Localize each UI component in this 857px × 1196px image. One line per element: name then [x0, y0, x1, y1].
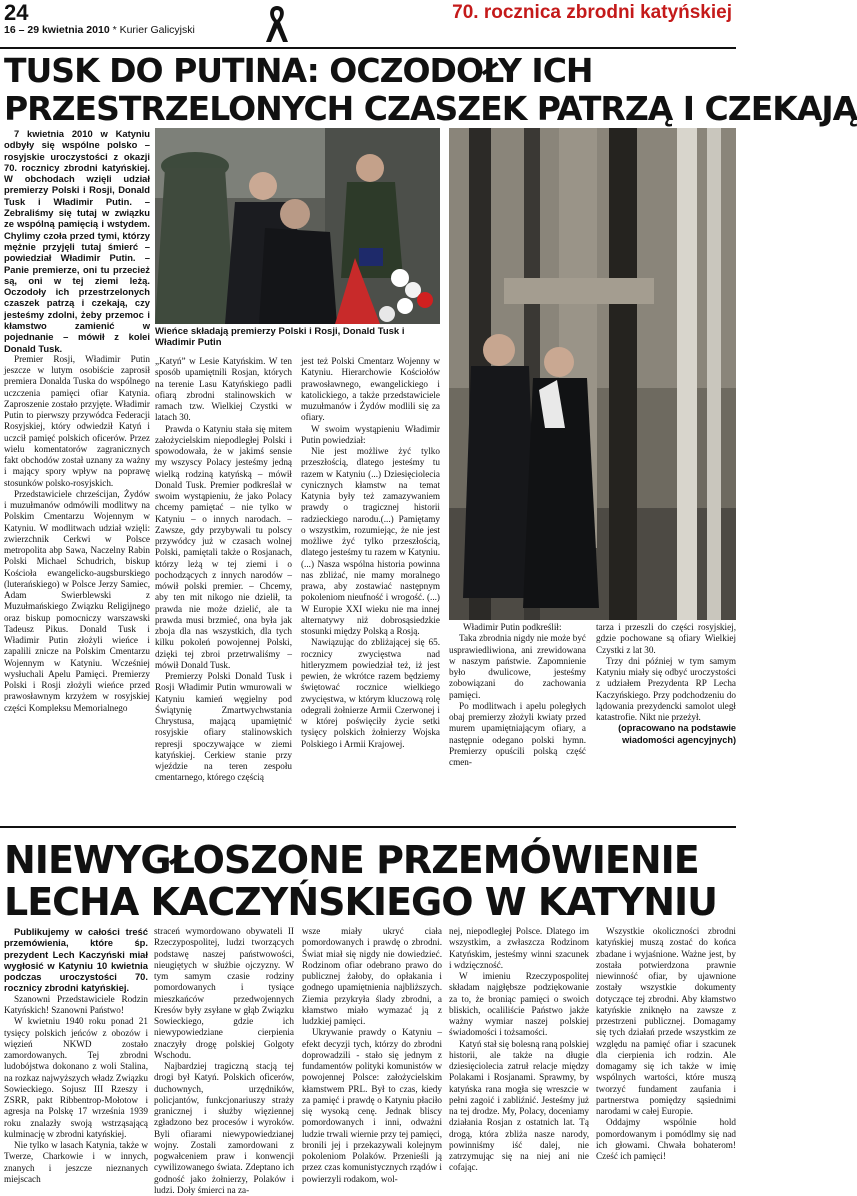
- page-number: 24: [4, 0, 29, 25]
- paragraph: straceń wymordowano obywateli II Rzeczypospolitej, ludzi tworzących podstawę naszej państwowości, nieugiętych w służbie ojczyzny. W tym samym czasie rodziny pomordowanych i tysiące mieszkańców przedwojennych Kresów były zsyłane w głąb Związku Sowieckiego, gdzie ich niewypowiedziane cierpienia znaczyły drogę polskiej Golgoty Wschodu.: [154, 926, 294, 1060]
- paragraph: Wszystkie okoliczności zbrodni katyńskiej muszą zostać do końca zbadane i wyjaśnione. Ważne jest, by została potwierdzona prawnie niewinność ofiar, by ujawnione zostały wszystkie dokumenty dotyczące tej zbrodni. Aby kłamstwo katyńskie zniknęło na zawsze z przestrzeni publicznej. Domagamy się tych działań przede wszystkim ze względu na pamięć ofiar i szacunek dla cierpienia ich rodzin. Ale domagamy się ich także w imię wspólnych wartości, które muszą tworzyć fundament zaufania i partnerstwa pomiędzy sąsiednimi narodami w całej Europie.: [596, 926, 736, 1116]
- paragraph: jest też Polski Cmentarz Wojenny w Katyniu. Hierarchowie Kościołów prawosławnego, ewangelickiego i katolickiego, a także przedstawiciele muzułmanów i Żydów modlili się za ofiary.: [301, 356, 440, 423]
- paragraph: Premierzy Polski Donald Tusk i Rosji Władimir Putin wmurowali w Katyniu kamień węgielny pod Świątynię Zmartwychwstania Chrystusa, mającą upamiętnić rosyjskie ofiary stalinowskich represji spoczywające w ziemi katyńskiej. Cerkiew stanie przy wjeździe na teren zespołu cmentarnego, którego częścią: [155, 671, 292, 783]
- photo-wreath-laying-image: [155, 128, 440, 324]
- page-header: [0, 0, 736, 48]
- paragraph: Oddajmy wspólnie hold pomordowanym i pomódlmy się nad ich głowami. Chwała bohaterom! Cześć ich pamięci!: [596, 1117, 736, 1161]
- paragraph: Najbardziej tragiczną stacją tej drogi był Katyń. Polskich oficerów, duchownych, urzędników, policjantów, funkcjonariuszy straży granicznej i służby więziennej zgładzono bez procesów i wyroków. Byli ofiarami niewypowiedzianej wojny. Zostali zamordowani z pogwałceniem praw i konwencji cywilizowanego świata. Zdeptano ich godność jako żołnierzy, Polaków i ludzi. Doły śmierci na za-: [154, 1061, 294, 1195]
- paragraph: „Katyń” w Lesie Katyńskim. W ten sposób upamiętnili Rosjan, których na terenie Lasu Katyńskiego padli ofiarą zbrodni stalinowskich w ramach tzw. Wielkiej Czystki w latach 30.: [155, 356, 292, 423]
- article2-headline-line1: NIEWYGŁOSZONE PRZEMÓWIENIE: [4, 838, 699, 882]
- paragraph: Prawda o Katyniu stała się mitem założycielskim niepodległej Polski i spowodowała, że w jakimś sensie my wszyscy Polacy jesteśmy jedną wielką rodziną katyńską – mówił Donald Tusk. Premier podkreślał w swoim wystąpieniu, że jako Polacy chcemy pamiętać – nie tylko w Katyniu – o innych narodach. – Zawsze, gdy przybywali tu polscy przywódcy już w czasach wolnej Polski, pamiętali także o Rosjanach, którzy leżą w tej ziemi i o pochodzących z innych narodów – mówił polski premier. – Chcemy, aby ten mit nikogo nie dzielił, ta prawda nie może dzielić, ale ta prawda musi brzmieć, ona była jak zboja dla nas wszystkich, dla tych kilku pokoleń powojennej Polski, dzięki tej zbroi przetrwaliśmy – mówił Donald Tusk.: [155, 423, 292, 670]
- paragraph: W imieniu Rzeczypospolitej składam najgłębsze podziękowanie za to, że broniąc pamięci o swoich bliskich, ocaliliście Państwo jakże ważny wymiar naszej polskiej świadomości i tożsamości.: [449, 971, 589, 1038]
- paragraph: Nie tylko w lasach Katynia, także w Twerze, Charkowie i w innych, znanych i jeszcze nieznanych miejscach: [4, 1140, 148, 1184]
- article2-headline-line2: LECHA KACZYŃSKIEGO W KATYNIU: [4, 880, 718, 924]
- section-title: 70. rocznica zbrodni katyńskiej: [452, 2, 732, 23]
- article1-headline-line2: PRZESTRZELONYCH CZASZEK PATRZĄ I CZEKAJĄ: [4, 89, 857, 128]
- article1-lead: 7 kwietnia 2010 w Katyniu odbyły się wspólne polsko – rosyjskie uroczystości z okazji 70. rocznicy zbrodni katyńskiej. W obchodach wzięli udział premierzy Polski i Rosji, Donald Tusk i Władimir Putin. – Zebraliśmy się tutaj w związku ze wspólną pamięcią i wstydem. Chylimy czoła przed tymi, którzy mężnie przyjęli tutaj śmierć – powiedział Władimir Putin. – Panie premierze, oni tu przecież są, oni w tej ziemi leżą. Oczodoły ich przestrzelonych czaszek patrzą i czekają, czy jesteśmy zdolni, żeby przemoc i kłamstwo zamienić w pojednanie – mówił z kolei Donald Tusk.: [4, 128, 150, 354]
- article2-column-2: [154, 926, 294, 1195]
- paragraph: nej, niepodległej Polsce. Dlatego im wszystkim, a zwłaszcza Rodzinom Katyńskim, jesteśmy winni szacunek i wdzięczność.: [449, 926, 589, 970]
- paragraph: W kwietniu 1940 roku ponad 21 tysięcy polskich jeńców z obozów i więzień NKWD zostało zamordowanych. Tej zbrodni ludobójstwa dokonano z woli Stalina, na rozkaz najwyższych władz Związku Sowieckiego. Sojusz III Rzeszy i ZSRR, pakt Ribbentrop-Mołotow i agresja na Polskę 17 września 1939 roku znalazły swoją wstrząsającą kulminację w zbrodni katyńskiej.: [4, 1016, 148, 1139]
- article2-column-1: [4, 926, 148, 1184]
- article1-column-3: [301, 356, 440, 820]
- paragraph: Władimir Putin podkreślił:: [463, 622, 562, 632]
- article1-column-4: [449, 622, 586, 820]
- article2-lead: Publikujemy w całości treść przemówienia, które śp. prezydent Lech Kaczyński miał wygłosić w Katyniu 10 kwietnia podczas uroczystości 70. rocznicy zbrodni katyńskiej.: [4, 926, 148, 994]
- article2-column-3: [302, 926, 442, 1184]
- black-ribbon-icon: [264, 4, 290, 44]
- paragraph: Katyń stał się bolesną raną polskiej historii, ale także na długie dziesięciolecia zatruł relacje między Polakami i Rosjanami. Sprawmy, by katyńska rana mogła się wreszcie w pełni zagoić i zabliźnić. Jesteśmy już na tej drodze. My, Polacy, doceniamy działania Rosjan z ostatnich lat. Tą drogą, która zbliża nasze narody, powinniśmy iść dalej, nie zatrzymując się na niej ani nie cofając.: [449, 1038, 589, 1173]
- photo-premiers-forest: [449, 128, 736, 620]
- publication-name: * Kurier Galicyjski: [109, 24, 195, 36]
- paragraph: Premier Rosji, Władimir Putin jeszcze w lutym osobiście zaprosił premiera Donalda Tuska do wspólnego uczczenia pamięci ofiar Katynia. Zaproszenie zostało przyjęte. Władimir Putin to pierwszy przywódca Federacji Rosyjskiej, który odwiedził Katyń i uczcił pamięć polskich oficerów. Przez wielu komentatorów zagranicznych fakt obchodów został uznany za ważny i mający spory wpływ na poprawę stosunków polsko-rosyjskich.: [4, 353, 150, 488]
- paragraph: wsze miały ukryć ciała pomordowanych i prawdę o zbrodni. Świat miał się nigdy nie dowiedzieć. Rodzinom ofiar odebrano prawo do publicznej żałoby, do opłakania i godnego upamiętnienia najbliższych. Ziemia przykryła ślady zbrodni, a kłamstwo miało wymazać ją z ludzkiej pamięci.: [302, 926, 442, 1026]
- paragraph: Przedstawiciele chrześcijan, Żydów i muzułmanów odmówili modlitwy na Polskim Cmentarzu Wojennym w Katyniu. W modlitwach udział wzięli: zwierzchnik Cerkwi w Polsce metropolita abp Sawa, Naczelny Rabin Polski Michael Schudrich, biskup Kościoła ewangelicko-augsburskiego (luterańskiego) w Polsce Jerzy Samiec, Adam Swierblewski z Muzułmańskiego Związku Religijnego oraz biskup pomocniczy warszawski Tadeusz Pikus. Donald Tusk i Władimir Putin złożyli wieńce i zapalili znicze na Polskim Cmentarzu Wojennym w Katyniu. Wcześniej wysłuchali Apelu Pamięci. Premierzy Polski i Rosji złożyli wieńce przed prawosławnym krzyżem w rosyjskiej części Kompleksu Memorialnego: [4, 488, 150, 713]
- paragraph: W swoim wystąpieniu Władimir Putin powiedział:: [301, 423, 440, 445]
- issue-date: 16 – 29 kwietnia 2010: [4, 24, 110, 36]
- article1-column-2: [155, 356, 292, 820]
- paragraph: Trzy dni później w tym samym Katyniu miały się odbyć uroczystości z udziałem Prezydenta RP Lecha Kaczyńskiego. Przy podchodzeniu do lądowania prezydencki samolot uległ katastrofie. Nikt nie przeżył.: [596, 655, 736, 722]
- article-divider: [0, 826, 736, 828]
- header-rule: [0, 47, 736, 49]
- paragraph: Po modlitwach i apelu poległych obaj premierzy złożyli kwiaty przed murem upamiętniającym ofiary, a następnie odegano polski hymn. Premierzy opuścili polską część cmen-: [449, 700, 586, 767]
- source-note: (opracowano na podstawie wiadomości agencyjnych): [618, 723, 736, 745]
- paragraph: Szanowni Przedstawiciele Rodzin Katyńskich! Szanowni Państwo!: [4, 993, 148, 1016]
- article2-column-4: [449, 926, 589, 1173]
- paragraph: tarza i przeszli do części rosyjskiej, gdzie pochowane są ofiary Wielkiej Czystki z lat 30.: [596, 622, 736, 655]
- paragraph: Ukrywanie prawdy o Katyniu – efekt decyzji tych, którzy do zbrodni doprowadzili - stało się jednym z fundamentów polityki komunistów w powojennej Polsce: założycielskim kłamstwem PRL. Był to czas, kiedy za pamięć i prawdę o Katyniu płaciło się wysoką cenę. Jednak bliscy pomordowanych i inni, odważni ludzie trwali wiernie przy tej pamięci, bronili jej i przekazywali kolejnym pokoleniom Polaków. Przenieśli ją przez czas komunistycznych rządów i powierzyli rodakom, wol-: [302, 1027, 442, 1184]
- article1-headline-line1: TUSK DO PUTINA: OCZODOŁY ICH: [4, 51, 593, 90]
- paragraph: Nie jest możliwe żyć tylko przeszłością, dlatego jesteśmy tu razem w Katyniu (...) Dziesięciolecia cynicznych kłamstw na temat Katynia były też zamazywaniem prawdy o tragicznej historii radzieckiego narodu.(...) Pamiętamy o wszystkim, rozumiejąc, że nie jest możliwe żyć tylko przeszłością, dlatego jesteśmy tu razem w Katyniu.(...) Nasza wspólna historia powinna nas zbliżać, nie mamy moralnego prawa, aby zostawiać następnym pokoleniom nieufność i wrogość. (...) W Europie XXI wieku nie ma innej alternatywy niż dobrosąsiedzkie stosunki między Polską a Rosją.: [301, 446, 440, 636]
- photo1-caption: Wieńce składają premierzy Polski i Rosji, Donald Tusk i Władimir Putin: [155, 326, 405, 348]
- paragraph: Nawiązując do zbliżającej się 65. rocznicy zwycięstwa nad hitleryzmem powiedział też, iż jest pewien, że wkrótce razem będziemy świętować rocznice wielkiego zwycięstwa, w którym kluczową rolę odegrali żołnierze Armii Czerwonej i w której poświęciły życie setki tysięcy polskich żołnierzy Wojska Polskiego i Armii Krajowej.: [301, 637, 440, 749]
- article2-column-5: [596, 926, 736, 1161]
- article1-column-5: [596, 622, 736, 820]
- issue-date-line: [4, 24, 195, 36]
- paragraph: Taka zbrodnia nigdy nie może być usprawiedliwiona, ani zrewidowana w naszym państwie. Zapomnienie było dwulicowe, jesteśmy zobowiązani do zachowania pamięci.: [449, 633, 586, 700]
- photo-premiers-forest-image: [449, 128, 736, 620]
- article1-column-1: [4, 128, 150, 820]
- photo-wreath-laying: [155, 128, 440, 324]
